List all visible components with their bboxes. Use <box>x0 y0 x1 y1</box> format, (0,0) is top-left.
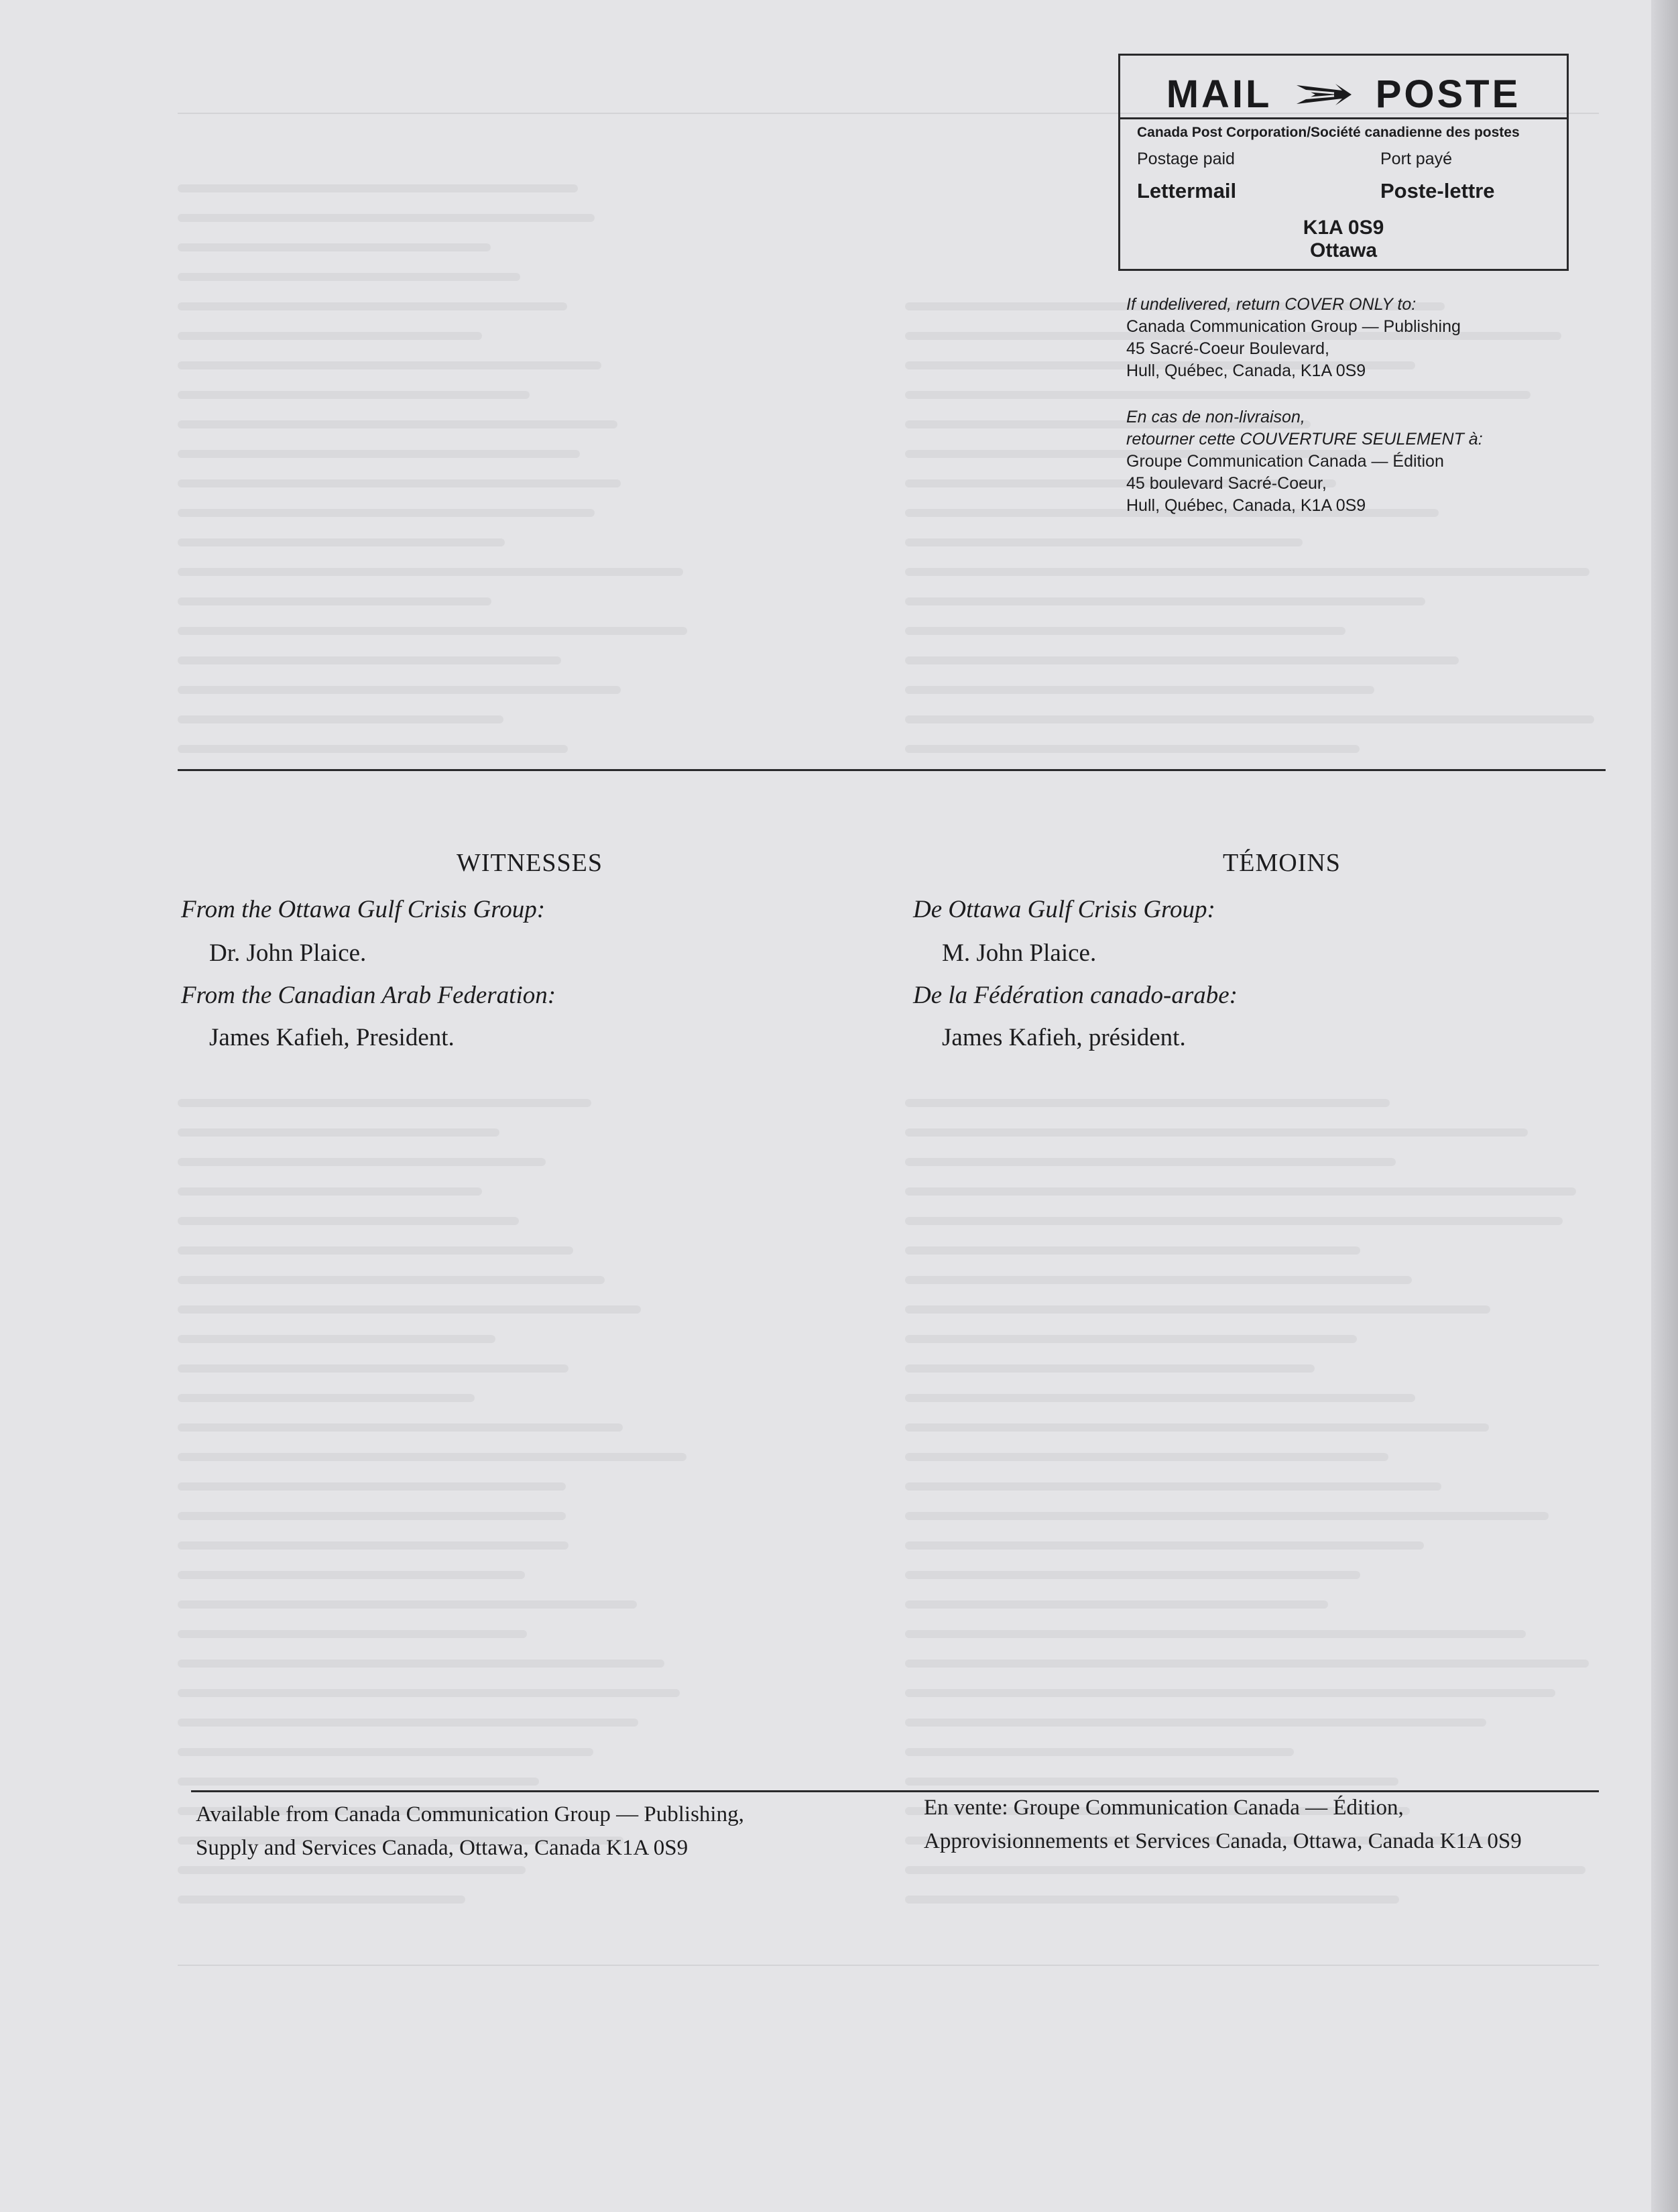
bleed-through-text-line <box>905 1660 1589 1668</box>
bleed-through-text-line <box>178 597 491 605</box>
return-line: Hull, Québec, Canada, K1A 0S9 <box>1126 496 1366 515</box>
bleed-through-text-line <box>178 1128 499 1137</box>
bleed-through-text-line <box>178 1689 680 1697</box>
footer-line: Available from Canada Communication Group — Publishing, <box>196 1802 744 1826</box>
bleed-through-text-line <box>905 1246 1360 1255</box>
witness-name: James Kafieh, President. <box>209 1024 455 1051</box>
bleed-through-text-line <box>178 1719 638 1727</box>
bleed-through-text-line <box>905 1423 1489 1432</box>
bleed-through-text-line <box>178 450 580 458</box>
bleed-through-text-line <box>905 1394 1415 1402</box>
postal-city: Ottawa <box>1309 239 1378 261</box>
witness-org: De Ottawa Gulf Crisis Group: <box>913 896 1215 923</box>
bleed-through-text-line <box>905 1571 1360 1579</box>
return-line: Canada Communication Group — Publishing <box>1126 317 1461 336</box>
bleed-through-text-line <box>905 1099 1390 1107</box>
return-instruction-en: If undelivered, return COVER ONLY to: <box>1126 295 1417 314</box>
bleed-through-text-line <box>905 1482 1441 1491</box>
witness-name: James Kafieh, président. <box>942 1024 1186 1051</box>
bleed-through-text-line <box>905 656 1459 664</box>
bleed-through-text-line <box>178 1600 637 1609</box>
bleed-through-text-line <box>178 214 595 222</box>
bleed-through-text-line <box>905 1276 1412 1284</box>
postal-code: K1A 0S9 <box>1303 217 1384 239</box>
bleed-through-text-line <box>905 627 1345 635</box>
return-instruction-fr: En cas de non-livraison, <box>1126 408 1305 426</box>
bleed-through-text-line <box>178 1305 641 1314</box>
bleed-through-text-line <box>905 1158 1396 1166</box>
poste-word: POSTE <box>1375 72 1521 117</box>
availability-notice-en <box>196 1798 744 1865</box>
bleed-through-text-line <box>178 1246 573 1255</box>
bleed-through-text-line <box>178 1866 526 1874</box>
bleed-through-text-line <box>905 1719 1486 1727</box>
canada-post-corporation: Canada Post Corporation/Société canadienne des postes <box>1137 125 1520 140</box>
bleed-through-text-line <box>178 332 482 340</box>
bleed-through-text-line <box>178 479 621 487</box>
postage-paid-fr: Port payé <box>1380 150 1453 168</box>
witness-org: From the Canadian Arab Federation: <box>181 982 556 1009</box>
witness-name: M. John Plaice. <box>942 939 1097 967</box>
bleed-through-text-line <box>178 420 617 428</box>
witness-name: Dr. John Plaice. <box>209 939 367 967</box>
bleed-through-text-line <box>178 1453 686 1461</box>
lettermail-en: Lettermail <box>1137 179 1237 202</box>
mail-box-divider <box>1120 117 1567 119</box>
bleed-through-text-line <box>178 715 503 723</box>
bleed-through-text-line <box>178 745 568 753</box>
footer-line: Supply and Services Canada, Ottawa, Canada K1A 0S9 <box>196 1836 688 1860</box>
bleed-through-text-line <box>178 1748 593 1756</box>
bleed-through-text-line <box>178 686 621 694</box>
bleed-through-text-line <box>178 1512 566 1520</box>
bleed-through-text-line <box>178 1541 568 1550</box>
bleed-through-text-line <box>178 656 561 664</box>
bleed-through-text-line <box>905 1748 1294 1756</box>
bleed-through-text-line <box>905 1541 1424 1550</box>
bleed-through-text-line <box>905 1335 1357 1343</box>
bleed-through-rule <box>178 1965 1599 1966</box>
mail-word: MAIL <box>1166 72 1272 117</box>
witnesses-heading: WITNESSES <box>457 849 603 877</box>
bleed-through-text-line <box>905 1896 1399 1904</box>
section-divider <box>178 769 1606 771</box>
bleed-through-text-line <box>905 1512 1549 1520</box>
bleed-through-text-line <box>905 568 1590 576</box>
bleed-through-text-line <box>178 1364 568 1373</box>
bleed-through-text-line <box>178 1158 546 1166</box>
bleed-through-text-line <box>905 1305 1490 1314</box>
bleed-through-text-line <box>905 1630 1526 1638</box>
page-edge-shadow <box>1651 0 1678 2212</box>
bleed-through-text-line <box>178 273 520 281</box>
canada-post-logo-icon <box>1295 81 1353 108</box>
postage-indicia-box <box>1118 54 1569 271</box>
bleed-through-text-line <box>905 1217 1563 1225</box>
bleed-through-text-line <box>905 1600 1328 1609</box>
witness-org: De la Fédération canado-arabe: <box>913 982 1238 1009</box>
bleed-through-text-line <box>905 686 1374 694</box>
bleed-through-text-line <box>178 568 683 576</box>
return-address-fr <box>1126 406 1483 517</box>
return-line: Hull, Québec, Canada, K1A 0S9 <box>1126 361 1366 380</box>
bleed-through-text-line <box>178 1276 605 1284</box>
bleed-through-text-line <box>905 715 1594 723</box>
bleed-through-text-line <box>178 627 687 635</box>
bleed-through-text-line <box>178 1423 623 1432</box>
bleed-through-text-line <box>178 1099 591 1107</box>
bleed-through-text-line <box>178 538 505 546</box>
bleed-through-text-line <box>178 1778 539 1786</box>
return-line: Groupe Communication Canada — Édition <box>1126 452 1444 471</box>
footer-line: Approvisionnements et Services Canada, Ottawa, Canada K1A 0S9 <box>924 1829 1522 1853</box>
postage-paid-en: Postage paid <box>1137 150 1235 168</box>
bleed-through-text-line <box>178 1482 566 1491</box>
bleed-through-text-line <box>905 745 1360 753</box>
bleed-through-text-line <box>178 1187 482 1196</box>
bleed-through-text-line <box>178 184 578 192</box>
bleed-through-text-line <box>178 1335 495 1343</box>
bleed-through-text-line <box>905 1364 1315 1373</box>
mail-poste-header <box>1120 69 1567 117</box>
bleed-through-text-line <box>905 1778 1398 1786</box>
bleed-through-text-line <box>178 1896 465 1904</box>
bleed-through-text-line <box>178 391 530 399</box>
bleed-through-text-line <box>905 391 1531 399</box>
return-line: 45 boulevard Sacré-Coeur, <box>1126 474 1327 493</box>
return-address-en <box>1126 294 1461 382</box>
postal-address <box>1120 217 1567 262</box>
bleed-through-text-line <box>905 1187 1576 1196</box>
bleed-through-text-line <box>905 597 1425 605</box>
bleed-through-text-line <box>178 361 601 369</box>
bleed-through-text-line <box>178 1217 519 1225</box>
footer-line: En vente: Groupe Communication Canada — Édition, <box>924 1796 1404 1820</box>
bleed-through-text-line <box>905 538 1303 546</box>
lettermail-fr: Poste-lettre <box>1380 179 1495 202</box>
return-line: 45 Sacré-Coeur Boulevard, <box>1126 339 1329 358</box>
return-instruction-fr: retourner cette COUVERTURE SEULEMENT à: <box>1126 430 1483 449</box>
bleed-through-text-line <box>178 1660 664 1668</box>
availability-notice-fr <box>924 1791 1522 1858</box>
witness-org: From the Ottawa Gulf Crisis Group: <box>181 896 546 923</box>
bleed-through-text-line <box>905 1128 1528 1137</box>
bleed-through-text-line <box>905 1866 1585 1874</box>
bleed-through-text-line <box>905 1453 1388 1461</box>
bleed-through-text-line <box>178 302 567 310</box>
bleed-through-text-line <box>178 509 595 517</box>
bleed-through-text-line <box>178 1394 475 1402</box>
bleed-through-text-line <box>905 1689 1555 1697</box>
bleed-through-text-line <box>178 1571 525 1579</box>
bleed-through-text-line <box>178 1630 527 1638</box>
temoins-heading: TÉMOINS <box>1223 849 1341 877</box>
bleed-through-text-line <box>178 243 491 251</box>
